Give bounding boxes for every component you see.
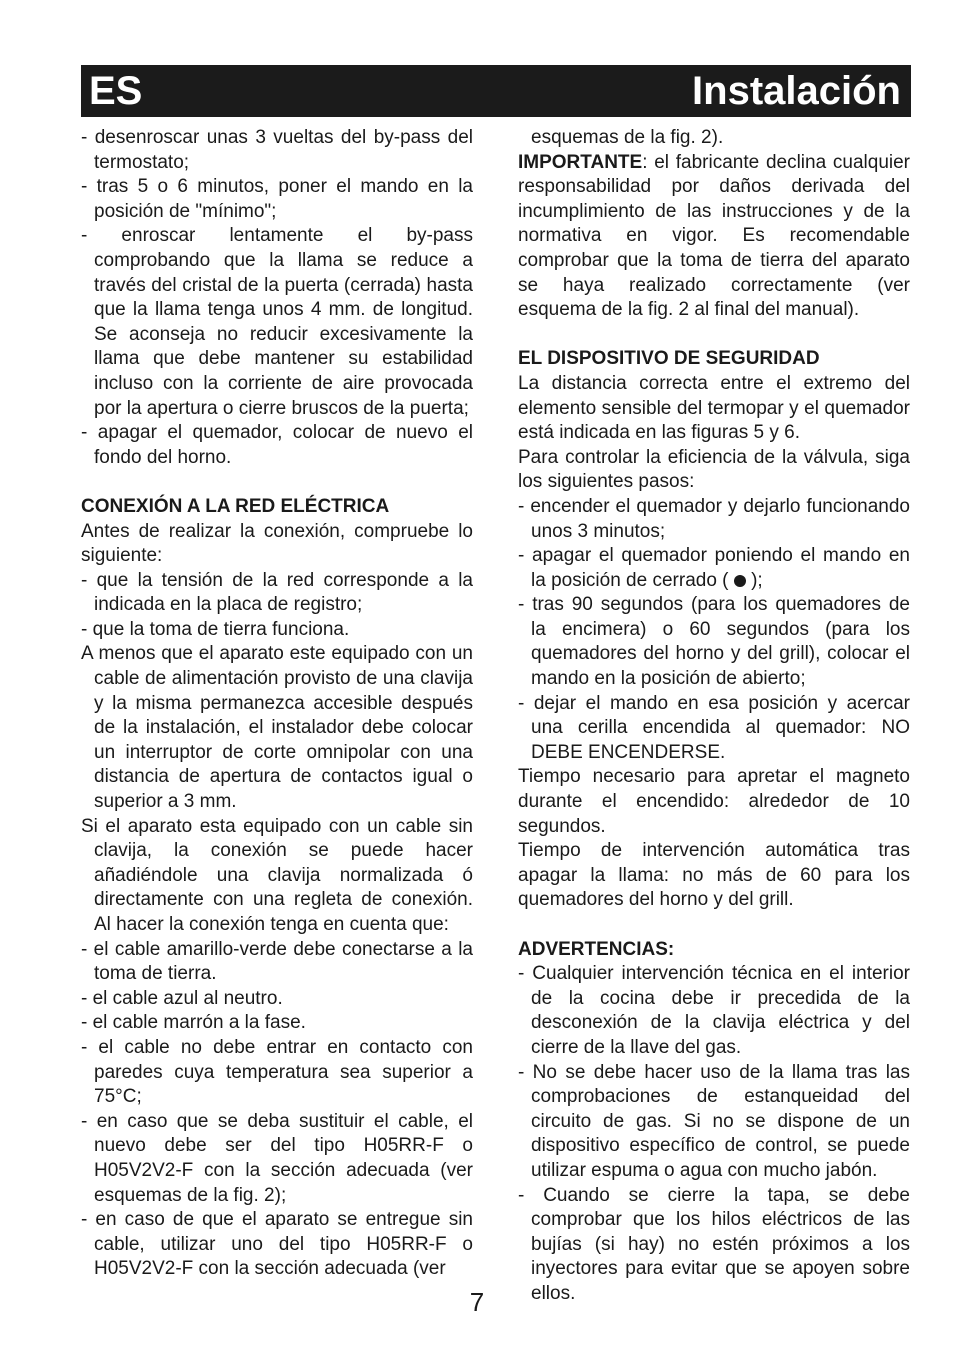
list-item: - en caso de que el aparato se entregue sin cable, utilizar uno del tipo H05RR-F o H05V2V2-F con la sección adecuada (ver (81, 1209, 473, 1280)
list-item: - desenroscar unas 3 vueltas del by-pass del termostato; (81, 127, 473, 173)
page-header (81, 65, 911, 117)
list-item: - el cable amarillo-verde debe conectarse a la toma de tierra. (81, 938, 473, 985)
closed-position-icon (734, 575, 746, 587)
section-heading-safety-device: EL DISPOSITIVO DE SEGURIDAD (518, 348, 820, 370)
important-note (518, 151, 910, 323)
paragraph-continuation: esquemas de la fig. 2). (531, 127, 724, 148)
list-item: - que la tensión de la red corresponde a la indicada en la placa de registro; (81, 569, 473, 616)
language-code: ES (89, 69, 143, 113)
paragraph: A menos que el aparato este equipado con un cable de alimentación provisto de una clavija y la misma permanezca accesible después de la instalación, el instalador debe colocar un interruptor de corte omnipolar con una distancia de apertura de contactos igual o superior a 3 mm. (81, 643, 473, 813)
list-item: - el cable azul al neutro. (81, 987, 283, 1009)
list-item: - encender el quemador y dejarlo funcionando unos 3 minutos; (518, 495, 910, 542)
list-item: - el cable marrón a la fase. (81, 1012, 306, 1034)
right-column (518, 126, 910, 1307)
list-item: - tras 90 segundos (para los quemadores de la encimera) o 60 segundos (para los quemadores del horno y del grill), colocar el mando en la posición de abierto; (518, 594, 910, 690)
section-heading-electrical: CONEXIÓN A LA RED ELÉCTRICA (81, 495, 390, 517)
list-item (518, 544, 910, 593)
left-column (81, 126, 473, 1282)
paragraph: Antes de realizar la conexión, compruebe lo siguiente: (81, 520, 473, 567)
paragraph: La distancia correcta entre el extremo del elemento sensible del termopar y el quemador está indicada en las figuras 5 y 6. (518, 372, 910, 444)
list-item: - en caso que se deba sustituir el cable, el nuevo debe ser del tipo H05RR-F o H05V2V2-F con la sección adecuada (ver esquemas de la fig. 2); (81, 1110, 473, 1206)
list-item: - Cuando se cierre la tapa, se debe comprobar que los hilos eléctricos de las bujías (si hay) no estén próximos a los inyectores para evitar que se apoyen sobre ellos. (518, 1184, 910, 1304)
paragraph: Para controlar la eficiencia de la válvula, siga los siguientes pasos: (518, 446, 910, 493)
list-item: - el cable no debe entrar en contacto con paredes cuya temperatura sea superior a 75°C; (81, 1036, 473, 1108)
paragraph: Tiempo necesario para apretar el magneto durante el encendido: alrededor de 10 segundos. (518, 766, 910, 837)
paragraph: Si el aparato esta equipado con un cable sin clavija, la conexión se puede hacer añadiéndole una clavija normalizada ó directamente con una regleta de conexión. Al hacer la conexión tenga en cuenta que: (81, 815, 473, 935)
list-item: - dejar el mando en esa posición y acercar una cerilla encendida al quemador: NO DEBE ENCENDERSE. (518, 692, 910, 763)
page-title: Instalación (692, 69, 901, 113)
important-text: : el fabricante declina cualquier responsabilidad por daños derivada del incumplimiento de las instrucciones y de la normativa en vigor. Es recomendable comprobar que la toma de tierra del aparato se haya realizado correctamente (ver esquema de la fig. 2 al final del manual). (518, 151, 910, 321)
list-item-text: ); (751, 569, 763, 591)
section-heading-warnings: ADVERTENCIAS: (518, 938, 675, 960)
important-label: IMPORTANTE (518, 151, 643, 173)
list-item: - apagar el quemador, colocar de nuevo el fondo del horno. (81, 422, 473, 468)
paragraph: Tiempo de intervención automática tras apagar la llama: no más de 60 para los quemadores del horno y del grill. (518, 840, 910, 911)
list-item: - que la toma de tierra funciona. (81, 618, 350, 640)
list-item: - enroscar lentamente el by-pass comprobando que la llama se reduce a través del cristal de la puerta (cerrada) hasta que la llama tenga unos 4 mm. de longitud. Se aconseja no reducir excesivamente la llama que debe mantener su estabilidad incluso con la corriente de aire provocada por la apertura o cierre bruscos de la puerta; (81, 225, 473, 419)
list-item-text: - apagar el quemador poniendo el mando en la posición de cerrado ( (518, 545, 910, 591)
list-item: - No se debe hacer uso de la llama tras las comprobaciones de estanqueidad del circuito de gas. Si no se dispone de un dispositivo específico de control, se puede utilizar espuma o agua con mucho jabón. (518, 1061, 910, 1181)
list-item: - tras 5 o 6 minutos, poner el mando en la posición de "mínimo"; (81, 176, 473, 222)
page-number: 7 (469, 1287, 485, 1317)
list-item: - Cualquier intervención técnica en el interior de la cocina debe ir precedida de la desconexión de la clavija eléctrica y del cierre de la llave del gas. (518, 963, 910, 1058)
